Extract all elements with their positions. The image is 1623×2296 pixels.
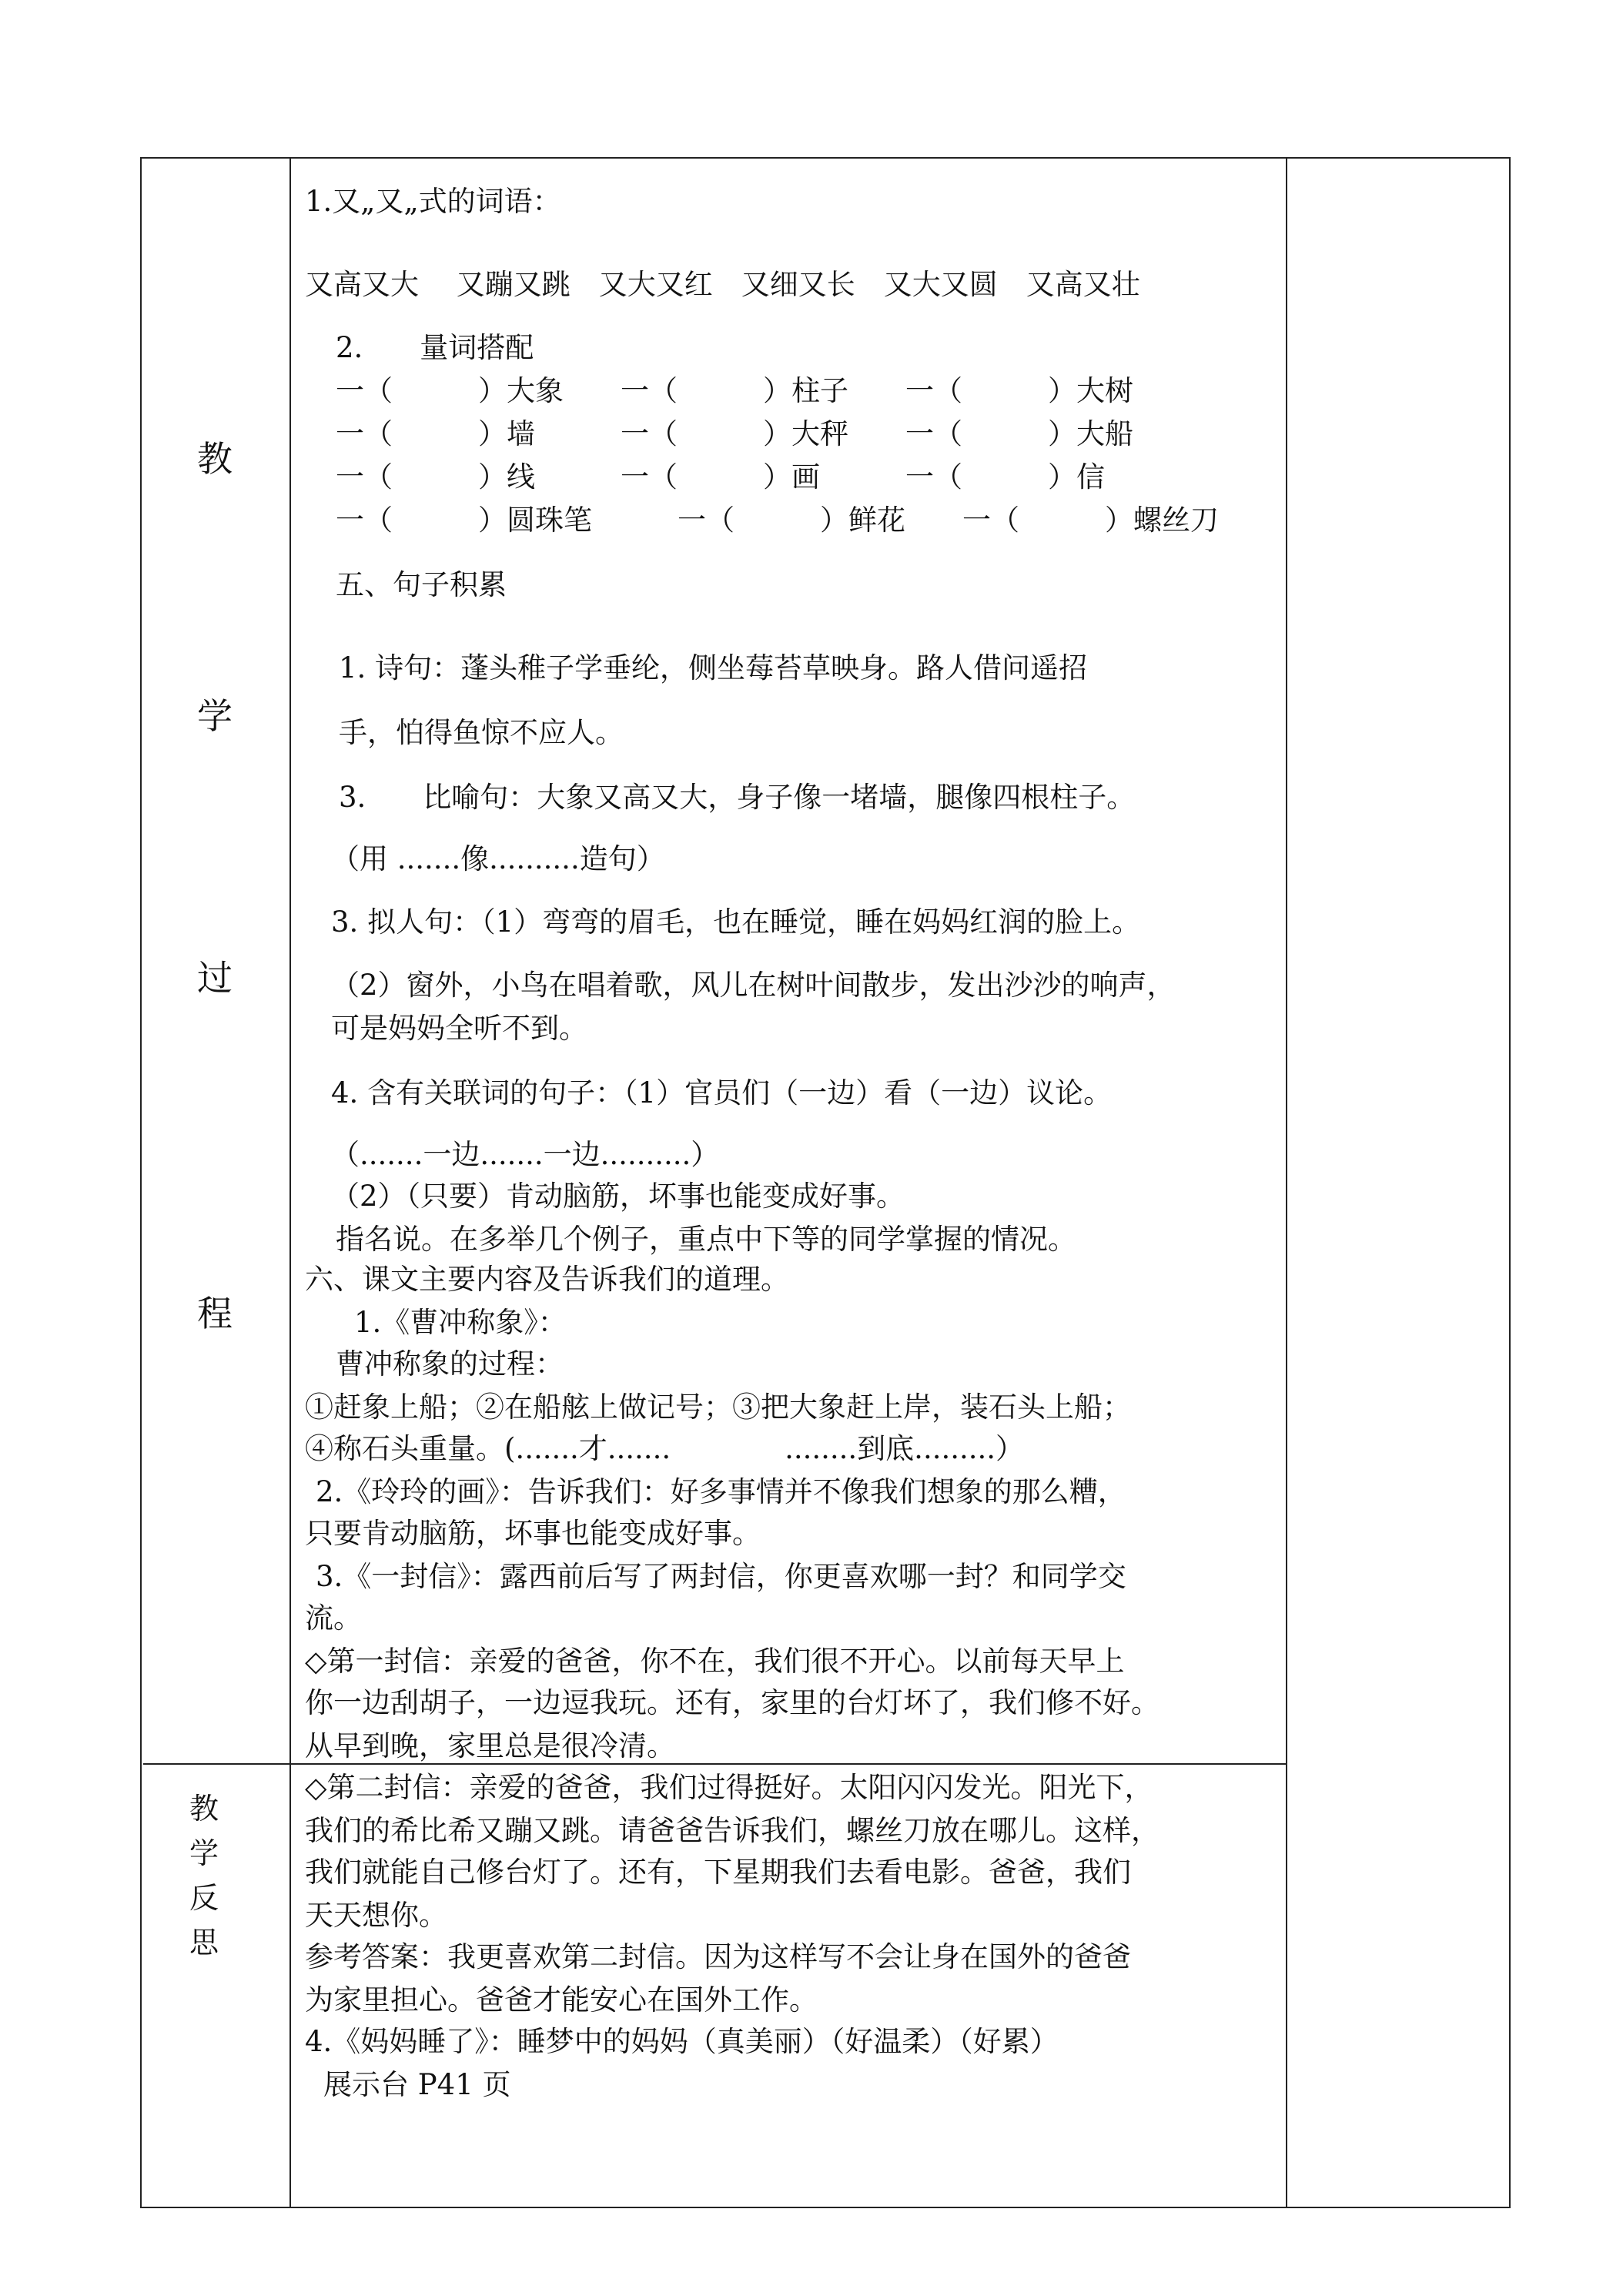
- content-line: ◇第一封信：亲爱的爸爸，你不在，我们很不开心。以前每天早上: [305, 1645, 1125, 1678]
- content-line: 手，怕得鱼惊不应人。: [339, 716, 624, 749]
- content-line: 可是妈妈全听不到。: [331, 1012, 587, 1045]
- content-line: 天天想你。: [305, 1899, 447, 1932]
- content-line: 从早到晚，家里总是很冷清。: [305, 1729, 675, 1762]
- table-left-border: [140, 157, 142, 2208]
- content-line: ①赶象上船；②在船舷上做记号；③把大象赶上岸，装石头上船；: [305, 1391, 1131, 1424]
- content-line: 只要肯动脑筋，坏事也能变成好事。: [305, 1517, 761, 1550]
- content-line: （2）窗外，小鸟在唱着歌，风儿在树叶间散步，发出沙沙的响声，: [331, 969, 1176, 1002]
- content-line: （.......一边.......一边..........）: [331, 1138, 720, 1171]
- content-line: ◇第二封信：亲爱的爸爸，我们过得挺好。太阳闪闪发光。阳光下，: [305, 1771, 1153, 1804]
- side-label-char: 程: [197, 1293, 233, 1334]
- content-line: 展示台 P41 页: [323, 2068, 511, 2101]
- table-top-border: [140, 157, 1511, 159]
- content-line: 一（ ）墙 一（ ）大秤 一（ ）大船: [336, 417, 1133, 450]
- content-line: 一（ ）大象 一（ ）柱子 一（ ）大树: [336, 374, 1133, 407]
- content-line: 我们的希比希又蹦又跳。请爸爸告诉我们，螺丝刀放在哪儿。这样，: [305, 1814, 1160, 1847]
- content-line: 2. 量词搭配: [336, 331, 534, 364]
- content-line: 六、课文主要内容及告诉我们的道理。: [305, 1263, 789, 1296]
- content-line: 2.《玲玲的画》：告诉我们：好多事情并不像我们想象的那么糟，: [316, 1475, 1126, 1508]
- content-line: 为家里担心。爸爸才能安心在国外工作。: [305, 1983, 818, 2017]
- content-line: 指名说。在多举几个例子，重点中下等的同学掌握的情况。: [336, 1223, 1076, 1256]
- side-label-char: 反: [189, 1881, 219, 1915]
- content-line: 4. 含有关联词的句子：（1）官员们（一边）看（一边）议论。: [331, 1076, 1113, 1110]
- side-label-char: 学: [189, 1836, 219, 1870]
- content-line: 1.又„又„式的词语：: [305, 185, 561, 218]
- side-label-char: 教: [189, 1792, 219, 1826]
- table-bottom-border: [140, 2207, 1511, 2208]
- content-line: 一（ ）线 一（ ）画 一（ ）信: [336, 460, 1105, 494]
- table-right-border: [1509, 157, 1511, 2208]
- content-line: 3. 比喻句：大象又高又大，身子像一堵墙，腿像四根柱子。: [339, 781, 1136, 814]
- content-line: 你一边刮胡子，一边逗我玩。还有，家里的台灯坏了，我们修不好。: [305, 1686, 1160, 1719]
- content-line: 1. 诗句：蓬头稚子学垂纶，侧坐莓苔草映身。路人借问遥招: [339, 651, 1088, 684]
- content-line: 3. 拟人句：（1）弯弯的眉毛，也在睡觉，睡在妈妈红润的脸上。: [331, 905, 1141, 939]
- content-line: 一（ ）圆珠笔 一（ ）鲜花 一（ ）螺丝刀: [336, 504, 1219, 537]
- side-label-char: 过: [197, 957, 233, 999]
- content-line: ④称石头重量。(.......才....... ........到底.........）: [305, 1432, 1025, 1465]
- content-line: （2）（只要）肯动脑筋，坏事也能变成好事。: [331, 1180, 905, 1213]
- content-line: 3.《一封信》：露西前后写了两封信，你更喜欢哪一封？和同学交: [316, 1560, 1126, 1593]
- table-col-divider-1: [289, 157, 291, 2208]
- content-line: 1.《曹冲称象》：: [354, 1306, 567, 1339]
- side-label-char: 思: [189, 1926, 219, 1960]
- table-col-divider-2: [1286, 157, 1287, 2208]
- content-line: （用 .......像..........造句）: [331, 842, 665, 875]
- content-line: 曹冲称象的过程：: [336, 1347, 564, 1381]
- content-line: 又高又大 又蹦又跳 又大又红 又细又长 又大又圆 又高又壮: [305, 268, 1140, 301]
- content-line: 4.《妈妈睡了》：睡梦中的妈妈（真美丽）（好温柔）（好累）: [305, 2025, 1059, 2058]
- content-line: 五、句子积累: [336, 568, 507, 601]
- content-line: 参考答案：我更喜欢第二封信。因为这样写不会让身在国外的爸爸: [305, 1940, 1131, 1973]
- side-label-char: 教: [197, 438, 233, 480]
- content-line: 流。: [305, 1602, 362, 1635]
- side-label-char: 学: [197, 695, 233, 737]
- content-line: 我们就能自己修台灯了。还有，下星期我们去看电影。爸爸，我们: [305, 1856, 1131, 1889]
